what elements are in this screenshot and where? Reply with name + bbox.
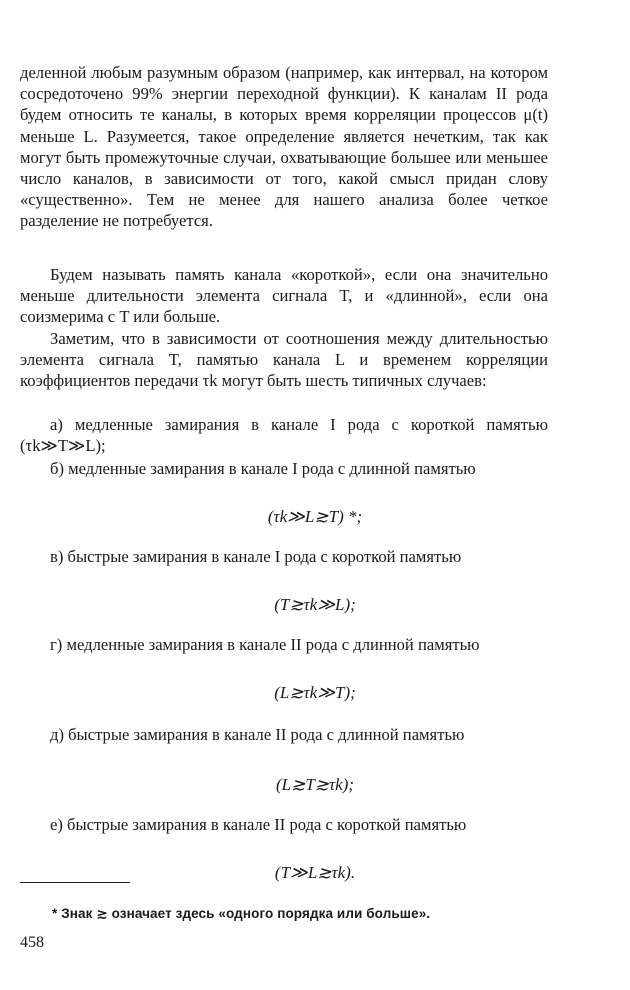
paragraph-six-cases: Заметим, что в зависимости от соотношения между длительностью элемента сигнала T, памятью канала L и временем корреляции коэффициентов передачи τk могут быть шесть типичных случаев: <box>20 329 548 391</box>
footnote-divider <box>20 882 130 883</box>
case-a: а) медленные замирания в канале I рода с короткой памятью (τk≫T≫L); <box>20 415 548 456</box>
formula-v: (T≳τk≫L); <box>274 595 356 614</box>
formula-b: (τk≫L≳T) *; <box>267 507 363 526</box>
case-b: б) медленные замирания в канале I рода с длинной памятью <box>50 459 476 478</box>
page-number: 458 <box>20 934 44 951</box>
formula-g: (L≳τk≫T); <box>274 683 356 702</box>
case-v: в) быстрые замирания в канале I рода с короткой памятью <box>50 547 462 566</box>
case-d: д) быстрые замирания в канале II рода с длинной памятью <box>50 725 465 744</box>
paragraph-memory-definition: Будем называть память канала «короткой», если она значительно меньше длительности элемента сигнала T, и «длинной», если она соизмерима с T или больше. <box>20 265 548 327</box>
case-g: г) медленные замирания в канале II рода с длинной памятью <box>50 635 480 654</box>
formula-e: (T≫L≳τk). <box>274 863 356 882</box>
footnote: * Знак ≳ означает здесь «одного порядка или больше». <box>52 906 431 921</box>
formula-d: (L≳T≳τk); <box>275 775 354 794</box>
paragraph-continued: деленной любым разумным образом (например, как интервал, на котором сосредоточено 99% энергии переходной функции). К каналам II рода будем относить те каналы, в которых время корреляции процессов μ(t) меньше L. Разумеется, такое определение является нечетким, так как могут быть промежуточные случаи, охватывающие большее или меньшее число каналов, в зависимости от того, какой смысл придан слову «существенно». Тем не менее для нашего анализа более четкое разделение не потребуется. <box>20 63 548 231</box>
case-e: е) быстрые замирания в канале II рода с короткой памятью <box>50 815 467 834</box>
